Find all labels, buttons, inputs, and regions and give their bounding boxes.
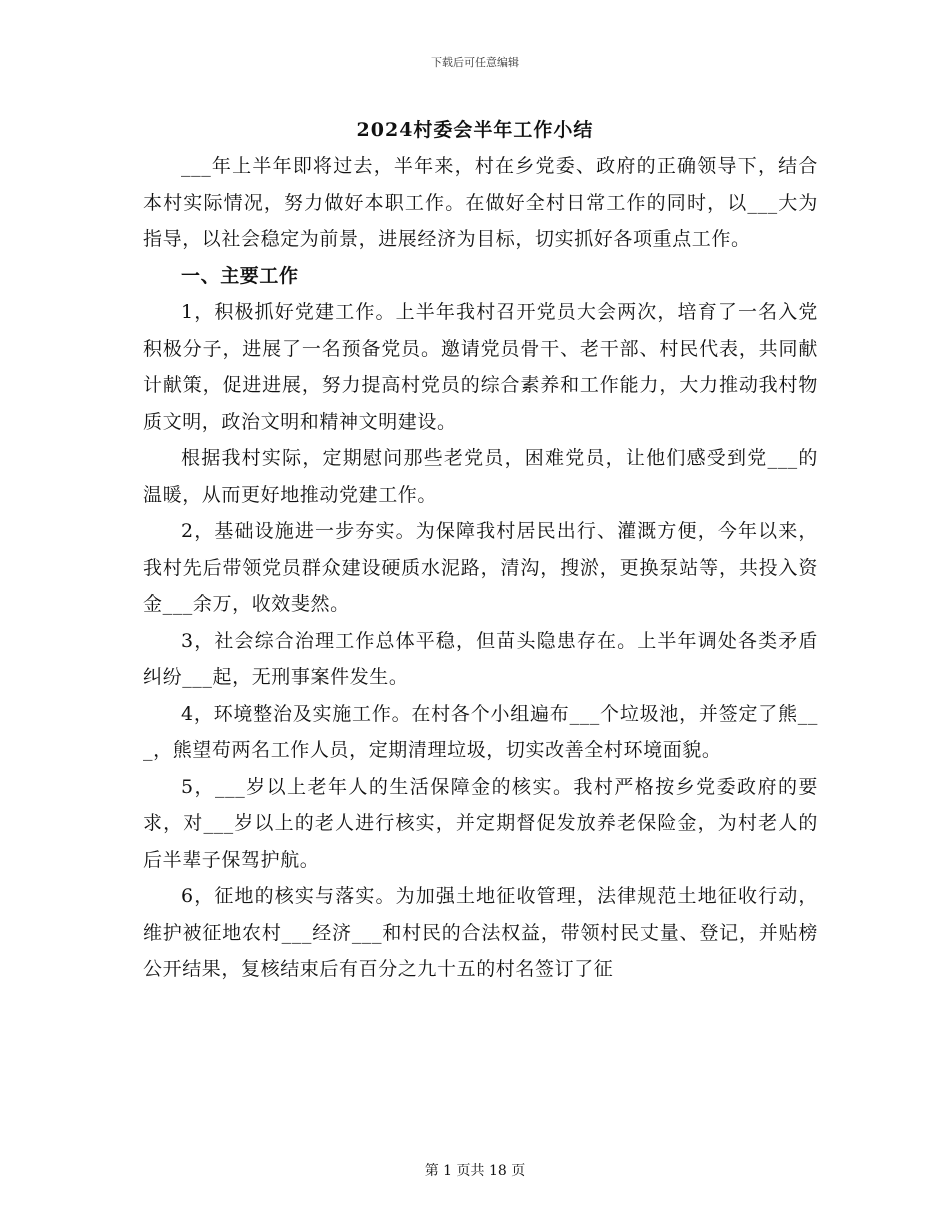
intro-paragraph: ___年上半年即将过去，半年来，村在乡党委、政府的正确领导下，结合本村实际情况，努力做好本职工作。在做好全村日常工作的同时，以___大为指导，以社会稳定为前景，进展经济为目标，切实抓好各项重点工作。	[143, 155, 818, 250]
header-note: 下载后可任意编辑	[431, 56, 519, 69]
page-number: 第 1 页共 18 页	[424, 1163, 526, 1179]
document-title: 2024村委会半年工作小结	[356, 119, 594, 141]
paragraph-infrastructure: 2，基础设施进一步夯实。为保障我村居民出行、灌溉方便，今年以来，我村先后带领党员群众建设硬质水泥路，清沟，搜淤，更换泵站等，共投入资金___余万，收效斐然。	[143, 520, 818, 615]
paragraph-visit-members: 根据我村实际，定期慰问那些老党员，困难党员，让他们感受到党___的温暖，从而更好地推动党建工作。	[143, 447, 818, 506]
paragraph-social-governance: 3，社会综合治理工作总体平稳，但苗头隐患存在。上半年调处各类矛盾纠纷___起，无刑事案件发生。	[143, 629, 818, 688]
document-body	[143, 148, 818, 988]
paragraph-environment: 4，环境整治及实施工作。在村各个小组遍布___个垃圾池，并签定了熊___，熊望苟两名工作人员，定期清理垃圾，切实改善全村环境面貌。	[143, 702, 818, 761]
paragraph-party-building: 1，积极抓好党建工作。上半年我村召开党员大会两次，培育了一名入党积极分子，进展了一名预备党员。邀请党员骨干、老干部、村民代表，共同献计献策，促进进展，努力提高村党员的综合素养和工作能力，大力推动我村物质文明，政治文明和精神文明建设。	[143, 301, 818, 433]
paragraph-elderly-allowance: 5，___岁以上老年人的生活保障金的核实。我村严格按乡党委政府的要求，对___岁以上的老人进行核实，并定期督促发放养老保险金，为村老人的后半辈子保驾护航。	[143, 775, 818, 871]
paragraph-land-acquisition: 6，征地的核实与落实。为加强土地征收管理，法律规范土地征收行动，维护被征地农村___经济___和村民的合法权益，带领村民丈量、登记，并贴榜公开结果，复核结束后有百分之九十五的村名签订了征	[143, 885, 818, 980]
section-heading-main-work: 一、主要工作	[181, 264, 299, 287]
